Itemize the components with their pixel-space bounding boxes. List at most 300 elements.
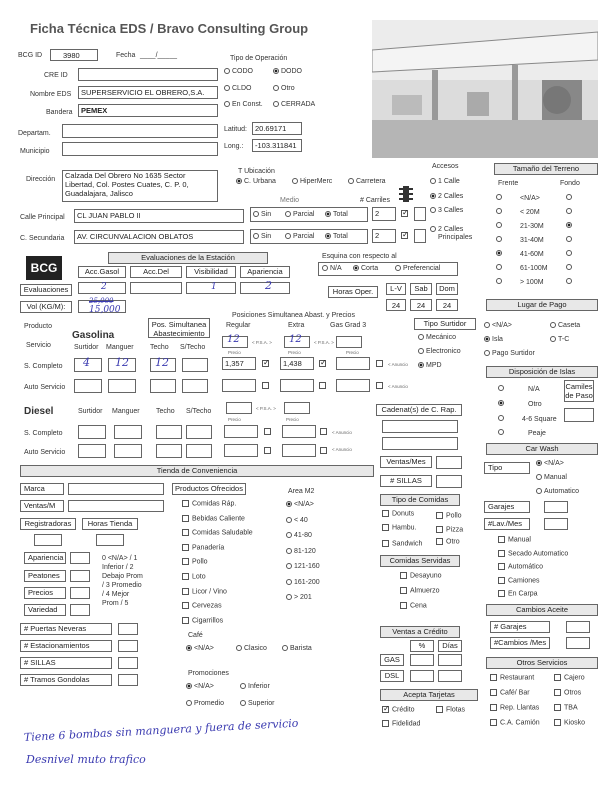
horas-oper-label: Horas Oper. [328, 286, 378, 298]
cadenats-field-1[interactable] [382, 420, 458, 433]
diesel-col-s-techo: S/Techo [186, 408, 212, 415]
diesel-s-completo-s-techo[interactable] [186, 425, 212, 439]
ventas-mes-field[interactable] [436, 456, 462, 469]
direccion-line-3: Guadalajara, Jalisco [65, 189, 133, 198]
islas-na-label: N/A [528, 386, 540, 393]
estacionamientos-label: # Estacionamientos [20, 640, 112, 652]
diesel-s-completo-surtidor[interactable] [78, 425, 106, 439]
tamano-terreno-header: Tamaño del Terreno [494, 163, 598, 175]
credito-dsl-dias[interactable] [438, 670, 462, 682]
terreno-option-label-1: < 20M [520, 209, 540, 216]
gas3-psa[interactable] [336, 336, 362, 348]
latitud-label: Latitud: [224, 126, 247, 133]
cadenats-header: Cadenat(s) de C. Rap. [376, 404, 462, 416]
otro-servicio-2[interactable]: Café/ Bar [490, 689, 530, 696]
otro-servicio-6[interactable]: C.A. Camión [490, 719, 540, 726]
cs-carriles-field[interactable]: 2 [372, 229, 396, 243]
horas-sab-value[interactable]: 24 [410, 299, 432, 311]
car-wash-check-1[interactable]: Secado Automatico [498, 550, 568, 557]
diesel-psa[interactable] [226, 402, 252, 414]
cre-id-field[interactable] [78, 68, 218, 81]
s-completo-techo[interactable]: 12 [150, 358, 176, 372]
bcg-logo: BCG [26, 256, 62, 280]
area-option-1[interactable]: < 40 [286, 517, 308, 524]
accesos-2-calles[interactable]: 2 Calles [430, 193, 463, 200]
promo-na[interactable]: <N/A> [186, 683, 214, 690]
diesel-col-techo: Techo [156, 408, 175, 415]
pos-simultanea-label: Pos. Simultanea Abastecimiento [148, 318, 210, 338]
scale-line-1: 0 <N/A> / 1 [102, 555, 138, 562]
islas-4-6-label: 4-6 Square [522, 416, 557, 423]
lugar-pago-na[interactable]: <N/A> [484, 322, 512, 329]
tienda-sillas-label: # SILLAS [20, 657, 112, 669]
s-completo-surtidor[interactable]: 4 [74, 358, 102, 372]
cp-parcial[interactable]: Parcial [285, 211, 314, 218]
apariencia-label: Apariencia [24, 552, 66, 564]
terreno-option-label-4: 41-60M [520, 251, 544, 258]
terreno-frente-6[interactable] [496, 278, 504, 285]
auto-extra-check[interactable] [319, 382, 329, 389]
sillas-label: # SILLAS [380, 475, 432, 487]
scale-line-2: Inferior / 2 [102, 564, 134, 571]
scale-line-6: Prom / 5 [102, 600, 129, 607]
ventas-m-field[interactable] [68, 500, 164, 512]
cadenats-field-2[interactable] [382, 437, 458, 450]
s-completo-label: S. Completo [24, 363, 63, 370]
diesel-label: Diesel [24, 406, 54, 417]
producto-item-2[interactable]: Comidas Saludable [182, 529, 253, 536]
otro-servicio-1[interactable]: Cajero [554, 674, 585, 681]
diesel-auto-techo[interactable] [156, 444, 182, 458]
direccion-line-1: Calzada Del Obrero No 1635 Sector [65, 171, 186, 180]
horas-lv-value[interactable]: 24 [386, 299, 406, 311]
diesel-auto-s-techo[interactable] [186, 444, 212, 458]
eval-visibilidad: Visibilidad [186, 266, 236, 278]
area-option-6[interactable]: > 201 [286, 594, 312, 601]
servicio-label: Servicio [26, 342, 51, 349]
producto-item-3[interactable]: Panadería [182, 544, 224, 551]
lugar-pago-isla[interactable]: Isla [484, 336, 503, 343]
servida-almuerzo[interactable]: Almuerzo [400, 587, 440, 594]
fondo-label: Fondo [560, 180, 580, 187]
tramos-gondolas-field[interactable] [118, 674, 138, 686]
terreno-fondo-2[interactable] [566, 222, 574, 229]
terreno-option-label-6: > 100M [520, 279, 544, 286]
terreno-frente-2[interactable] [496, 222, 504, 229]
terreno-option-label-3: 31-40M [520, 237, 544, 244]
comida-pizza[interactable]: Pizza [436, 526, 463, 533]
credito-dias-label: Días [438, 640, 462, 652]
otro-servicio-0[interactable]: Restaurant [490, 674, 534, 681]
col-techo: Techo [150, 344, 169, 351]
lugar-pago-tc[interactable]: T-C [550, 336, 569, 343]
producto-item-1[interactable]: Bebidas Caliente [182, 515, 245, 522]
otro-servicio-7[interactable]: Kiosko [554, 719, 585, 726]
tienda-header: Tienda de Conveniencia [20, 465, 374, 477]
cafe-label: Café [188, 632, 203, 639]
tipo-op-dodo[interactable]: DODO [273, 68, 302, 75]
acepta-tarjetas-header: Acepta Tarjetas [380, 689, 478, 701]
regular-psa[interactable]: 12 [222, 336, 248, 348]
anuncio-caption-3: < Anuncio [332, 430, 352, 435]
terreno-frente-4[interactable] [496, 250, 504, 257]
lugar-pago-surtidor[interactable]: Pago Surtidor [484, 350, 535, 357]
diesel-col-manguer: Manguer [112, 408, 140, 415]
diesel-precio-2-check[interactable] [320, 428, 330, 435]
accesos-2-calles-principales[interactable]: 2 Calles Principales [430, 226, 474, 242]
diesel-precio[interactable] [224, 425, 258, 438]
marca-label: Marca [20, 483, 64, 495]
terreno-frente-5[interactable] [496, 264, 504, 271]
bcg-id-field[interactable]: 3980 [50, 49, 98, 61]
cs-total[interactable]: Total [325, 233, 348, 240]
cp-sin[interactable]: Sin [253, 211, 271, 218]
otros-servicios-header: Otros Servicios [486, 657, 598, 669]
municipio-field[interactable] [62, 142, 218, 156]
comida-donuts[interactable]: Donuts [382, 510, 414, 517]
diesel-s-completo-techo[interactable] [156, 425, 182, 439]
car-wash-garajes-field[interactable] [544, 501, 568, 513]
terreno-frente-0[interactable] [496, 194, 504, 201]
registradoras-field[interactable] [34, 534, 62, 546]
horas-dom: Dom [436, 283, 458, 295]
eval-apariencia: Apariencia [240, 266, 290, 278]
ventas-credito-header: Ventas a Crédito [380, 626, 460, 638]
producto-item-0[interactable]: Comidas Ráp. [182, 500, 236, 507]
diesel-psa-2[interactable] [284, 402, 310, 414]
t-ubicacion-carretera[interactable]: Carretera [348, 178, 386, 185]
lugar-pago-header: Lugar de Pago [486, 299, 598, 311]
anuncio-caption-1: < Anuncio [388, 362, 408, 367]
auto-servicio-surtidor[interactable] [74, 379, 102, 393]
calle-principal-field[interactable]: CL JUAN PABLO II [74, 209, 244, 223]
auto-servicio-s-techo[interactable] [182, 379, 208, 393]
extra-precio[interactable]: 1,438 [280, 357, 314, 370]
tramos-gondolas-label: # Tramos Gondolas [20, 674, 112, 686]
servida-desayuno[interactable]: Desayuno [400, 572, 442, 579]
terreno-fondo-4[interactable] [566, 250, 574, 257]
car-wash-na[interactable]: <N/A> [536, 460, 564, 467]
comida-otro[interactable]: Otro [436, 538, 460, 545]
car-wash-manual[interactable]: Manual [536, 474, 567, 481]
cafe-na[interactable]: <N/A> [186, 645, 214, 652]
car-wash-header: Car Wash [486, 443, 598, 455]
tipo-op-otro[interactable]: Otro [273, 85, 295, 92]
municipio-label: Municipio [20, 148, 50, 155]
credito-gas-label: GAS [380, 654, 404, 666]
diesel-auto-servicio-label: Auto Servicio [24, 449, 66, 456]
car-wash-lav-mes-field[interactable] [544, 518, 568, 530]
frente-label: Frente [498, 180, 519, 187]
gas3-precio[interactable] [336, 357, 370, 370]
diesel-precio-2[interactable] [282, 425, 316, 438]
productos-ofrecidos-header: Productos Ofrecidos [172, 483, 246, 495]
area-option-2[interactable]: 41-80 [286, 532, 312, 539]
esquina-preferencial[interactable]: Preferencial [395, 265, 440, 272]
producto-item-5[interactable]: Loto [182, 573, 206, 580]
t-ubicacion-hipermerc[interactable]: HiperMerc [292, 178, 332, 185]
medio-label: Medio [280, 197, 300, 204]
credito-gas-dias[interactable] [438, 654, 462, 666]
producto-item-8[interactable]: Cigarrillos [182, 617, 223, 624]
tienda-sillas-field[interactable] [118, 657, 138, 669]
gasolina-label: Gasolina [72, 330, 115, 341]
eval-acc-gasol: Acc.Gasol [78, 266, 126, 278]
diesel-s-completo-manguer[interactable] [114, 425, 142, 439]
cs-sin[interactable]: Sin [253, 233, 271, 240]
diesel-precio-caption: Precio [228, 417, 241, 422]
area-m2-label: Area M2 [288, 488, 315, 495]
estacionamientos-field[interactable] [118, 640, 138, 652]
puertas-neveras-field[interactable] [118, 623, 138, 635]
car-wash-automatico[interactable]: Automatico [536, 488, 579, 495]
vol-field[interactable]: 25,000 15,000 [78, 300, 126, 313]
extra-psa-caption: < P.S.A. > [314, 340, 334, 345]
islas-peaje-label: Peaje [528, 430, 546, 437]
variedad-label: Variedad [24, 604, 66, 616]
regular-precio[interactable]: 1,357 [222, 357, 256, 370]
sillas-field[interactable] [436, 475, 462, 488]
car-wash-lav-mes-label: #Lav./Mes [484, 518, 530, 530]
cafe-barista[interactable]: Barista [282, 645, 312, 652]
auto-regular-check[interactable] [262, 382, 272, 389]
islas-na[interactable] [498, 385, 506, 392]
producto-item-7[interactable]: Cervezas [182, 602, 222, 609]
bcg-id-label: BCG ID [18, 52, 43, 59]
comidas-servidas-header: Comidas Servidas [380, 555, 460, 567]
direccion-label: Dirección [26, 176, 56, 183]
ventas-mes-label: Ventas/Mes [380, 456, 432, 468]
marca-field[interactable] [68, 483, 164, 495]
islas-4-6-square[interactable] [498, 415, 506, 422]
tarjeta-fidelidad[interactable]: Fidelidad [382, 720, 420, 727]
eval-visibilidad-value[interactable]: 1 [186, 282, 236, 294]
s-completo-s-techo[interactable] [182, 358, 208, 372]
auto-servicio-techo[interactable] [150, 379, 176, 393]
nombre-eds-field[interactable]: SUPERSERVICIO EL OBRERO,S.A. [78, 86, 218, 99]
islas-peaje[interactable] [498, 429, 506, 436]
fecha-label: Fecha [116, 52, 136, 59]
calle-secundaria-field[interactable]: AV. CIRCUNVALACION OBLATOS [74, 230, 244, 244]
otro-servicio-3[interactable]: Otros [554, 689, 581, 696]
cre-id-label: CRE ID [44, 72, 68, 79]
camiles-paso-field[interactable] [564, 408, 594, 422]
auto-regular-precio[interactable] [222, 379, 256, 392]
traffic-light-icon [399, 186, 413, 204]
cp-carriles-check[interactable] [401, 210, 411, 217]
col-manguer: Manguer [106, 344, 134, 351]
terreno-option-label-5: 61-100M [520, 265, 548, 272]
tipo-op-codo[interactable]: CODO [224, 68, 253, 75]
servida-cena[interactable]: Cena [400, 602, 427, 609]
cp-carriles-field[interactable]: 2 [372, 207, 396, 221]
horas-lv: L-V [386, 283, 406, 295]
station-photo [372, 20, 598, 158]
promo-inferior[interactable]: Inferior [240, 683, 270, 690]
diesel-auto-precio-2[interactable] [282, 444, 316, 457]
eval-apariencia-value[interactable]: 2 [240, 282, 290, 294]
comida-pollo[interactable]: Pollo [436, 512, 462, 519]
terreno-option-label-0: <N/A> [520, 195, 540, 202]
diesel-col-surtidor: Surtidor [78, 408, 103, 415]
col-surtidor: Surtidor [74, 344, 99, 351]
eval-acc-del: Acc.Del [130, 266, 182, 278]
tarjeta-flotas[interactable]: Flotas [436, 706, 465, 713]
promo-promedio[interactable]: Promedio [186, 700, 224, 707]
terreno-option-label-2: 21-30M [520, 223, 544, 230]
precios-field[interactable] [70, 587, 90, 599]
latitud-field[interactable]: 20.69171 [252, 122, 302, 135]
diesel-precio-caption-2: Precio [286, 417, 299, 422]
horas-dom-value[interactable]: 24 [436, 299, 458, 311]
cambios-garajes-field[interactable] [566, 621, 590, 633]
auto-extra-precio[interactable] [280, 379, 314, 392]
terreno-fondo-6[interactable] [566, 278, 574, 285]
cambios-aceite-header: Cambios Aceite [486, 604, 598, 616]
islas-otro-label: Otro [528, 401, 542, 408]
terreno-fondo-1[interactable] [566, 208, 574, 215]
accesos-1-calle[interactable]: 1 Calle [430, 178, 460, 185]
tipo-surtidor-mpd[interactable]: MPD [418, 362, 442, 369]
calle-secundaria-label: C. Secundaria [20, 235, 65, 242]
gas3-precio-check[interactable] [376, 360, 386, 367]
diesel-auto-surtidor[interactable] [78, 444, 106, 458]
handwritten-note-1: Tiene 6 bombas sin manguera y fuera de servicio [23, 716, 299, 744]
cs-carriles-check[interactable] [401, 232, 411, 239]
area-option-4[interactable]: 121-160 [286, 563, 320, 570]
cs-parcial[interactable]: Parcial [285, 233, 314, 240]
fecha-value[interactable]: ____/_____ [140, 52, 177, 59]
regular-precio-check[interactable] [262, 360, 272, 367]
cambios-garajes-label: # Garajes [490, 621, 550, 633]
terreno-fondo-5[interactable] [566, 264, 574, 271]
cs-extra-box[interactable] [414, 229, 426, 243]
longitud-field[interactable]: -103.311841 [252, 139, 302, 152]
extra-precio-check[interactable] [319, 360, 329, 367]
departamento-field[interactable] [62, 124, 218, 138]
terreno-frente-1[interactable] [496, 208, 504, 215]
area-option-3[interactable]: 81-120 [286, 548, 316, 555]
car-wash-check-0[interactable]: Manual [498, 536, 531, 543]
area-option-0[interactable]: <N/A> [286, 501, 314, 508]
evaluaciones-label: Evaluaciones [20, 284, 72, 296]
diesel-auto-precio[interactable] [224, 444, 258, 457]
scale-line-4: / 3 Promedio [102, 582, 142, 589]
lugar-pago-caseta[interactable]: Caseta [550, 322, 580, 329]
bandera-field[interactable]: PEMEX [78, 104, 218, 117]
departamento-label: Departam. [18, 130, 51, 137]
terreno-fondo-3[interactable] [566, 236, 574, 243]
peatones-field[interactable] [70, 570, 90, 582]
peatones-label: Peatones [24, 570, 66, 582]
registradoras-label: Registradoras [20, 518, 76, 530]
cp-extra-box[interactable] [414, 207, 426, 221]
longitud-label: Long.: [224, 143, 244, 150]
accesos-label: Accesos [432, 163, 459, 170]
auto-gas3-precio[interactable] [336, 379, 370, 392]
horas-tienda-label: Horas Tienda [82, 518, 138, 530]
vol-label: Vol (KG/M): [20, 301, 72, 313]
diesel-auto-check-2[interactable] [320, 447, 330, 454]
promo-superior[interactable]: Superior [240, 700, 274, 707]
auto-gas3-check[interactable] [376, 382, 386, 389]
cambios-mes-field[interactable] [566, 637, 590, 649]
producto-item-4[interactable]: Pollo [182, 558, 208, 565]
handwritten-note-2: Desnivel muto trafico [26, 753, 146, 766]
car-wash-check-4[interactable]: En Carpa [498, 590, 538, 597]
comida-hambu[interactable]: Hambu. [382, 524, 417, 531]
otro-servicio-5[interactable]: TBA [554, 704, 578, 711]
horas-sab: Sab [410, 283, 432, 295]
form-title: Ficha Técnica EDS / Bravo Consulting Group [30, 21, 309, 36]
car-wash-tipo-label: Tipo [484, 462, 530, 474]
tipo-op-cldo[interactable]: CLDO [224, 85, 251, 92]
tarjeta-credito[interactable]: ✓Crédito [382, 706, 415, 713]
otro-servicio-4[interactable]: Rep. Llantas [490, 704, 539, 711]
tipo-surtidor-mecanico[interactable]: Mecánico [418, 334, 456, 341]
anuncio-caption-4: < Anuncio [332, 447, 352, 452]
islas-otro[interactable] [498, 400, 506, 407]
diesel-auto-check[interactable] [264, 447, 274, 454]
eval-acc-del-value[interactable] [130, 282, 182, 294]
area-option-5[interactable]: 161-200 [286, 579, 320, 586]
comida-sandwich[interactable]: Sandwich [382, 540, 422, 547]
tipo-op-cerrada[interactable]: CERRADA [273, 101, 315, 108]
t-ubicacion-label: T Ubicación [238, 168, 275, 175]
col-extra: Extra [288, 322, 305, 329]
direccion-field[interactable] [62, 170, 218, 202]
terreno-frente-3[interactable] [496, 236, 504, 243]
s-completo-manguer[interactable]: 12 [108, 358, 136, 372]
t-ubicacion-urbana[interactable]: C. Urbana [236, 178, 276, 185]
credito-dsl-pct[interactable] [410, 670, 434, 682]
tipo-comidas-header: Tipo de Comidas [380, 494, 460, 506]
regular-precio-caption: Precio [228, 350, 241, 355]
apariencia-field[interactable] [70, 552, 90, 564]
tipo-surtidor-electronico[interactable]: Electronico [418, 348, 461, 355]
col-gas-grad3: Gas Grad 3 [330, 322, 367, 329]
accesos-3-calles[interactable]: 3 Calles [430, 207, 463, 214]
credito-pct-label: % [410, 640, 434, 652]
extra-psa[interactable]: 12 [284, 336, 310, 348]
evaluaciones-header: Evaluaciones de la Estación [108, 252, 268, 264]
precios-label: Precios [24, 587, 66, 599]
auto-servicio-manguer[interactable] [108, 379, 136, 393]
scale-line-3: Debajo Prom [102, 573, 143, 580]
variedad-field[interactable] [70, 604, 90, 616]
diesel-auto-manguer[interactable] [114, 444, 142, 458]
camiles-paso-label: Camiles de Paso [565, 382, 593, 400]
cp-total[interactable]: Total [325, 211, 348, 218]
car-wash-check-3[interactable]: Camiones [498, 577, 540, 584]
horas-tienda-field[interactable] [96, 534, 124, 546]
car-wash-check-2[interactable]: Automático [498, 563, 543, 570]
producto-item-6[interactable]: Licor / Vino [182, 588, 227, 595]
diesel-precio-check[interactable] [264, 428, 274, 435]
nombre-eds-label: Nombre EDS [30, 91, 72, 98]
eval-acc-gasol-value[interactable]: 2 [78, 282, 126, 294]
credito-gas-pct[interactable] [410, 654, 434, 666]
esquina-corta[interactable]: Corta [353, 265, 378, 272]
col-s-techo: S/Techo [180, 344, 206, 351]
tipo-op-en-const[interactable]: En Const. [224, 101, 263, 108]
credito-dsl-label: DSL [380, 670, 404, 682]
esquina-label: Esquina con respecto al [322, 253, 397, 260]
terreno-fondo-0[interactable] [566, 194, 574, 201]
esquina-na[interactable]: N/A [322, 265, 342, 272]
calle-principal-label: Calle Principal [20, 214, 65, 221]
cafe-clasico[interactable]: Clasico [236, 645, 267, 652]
